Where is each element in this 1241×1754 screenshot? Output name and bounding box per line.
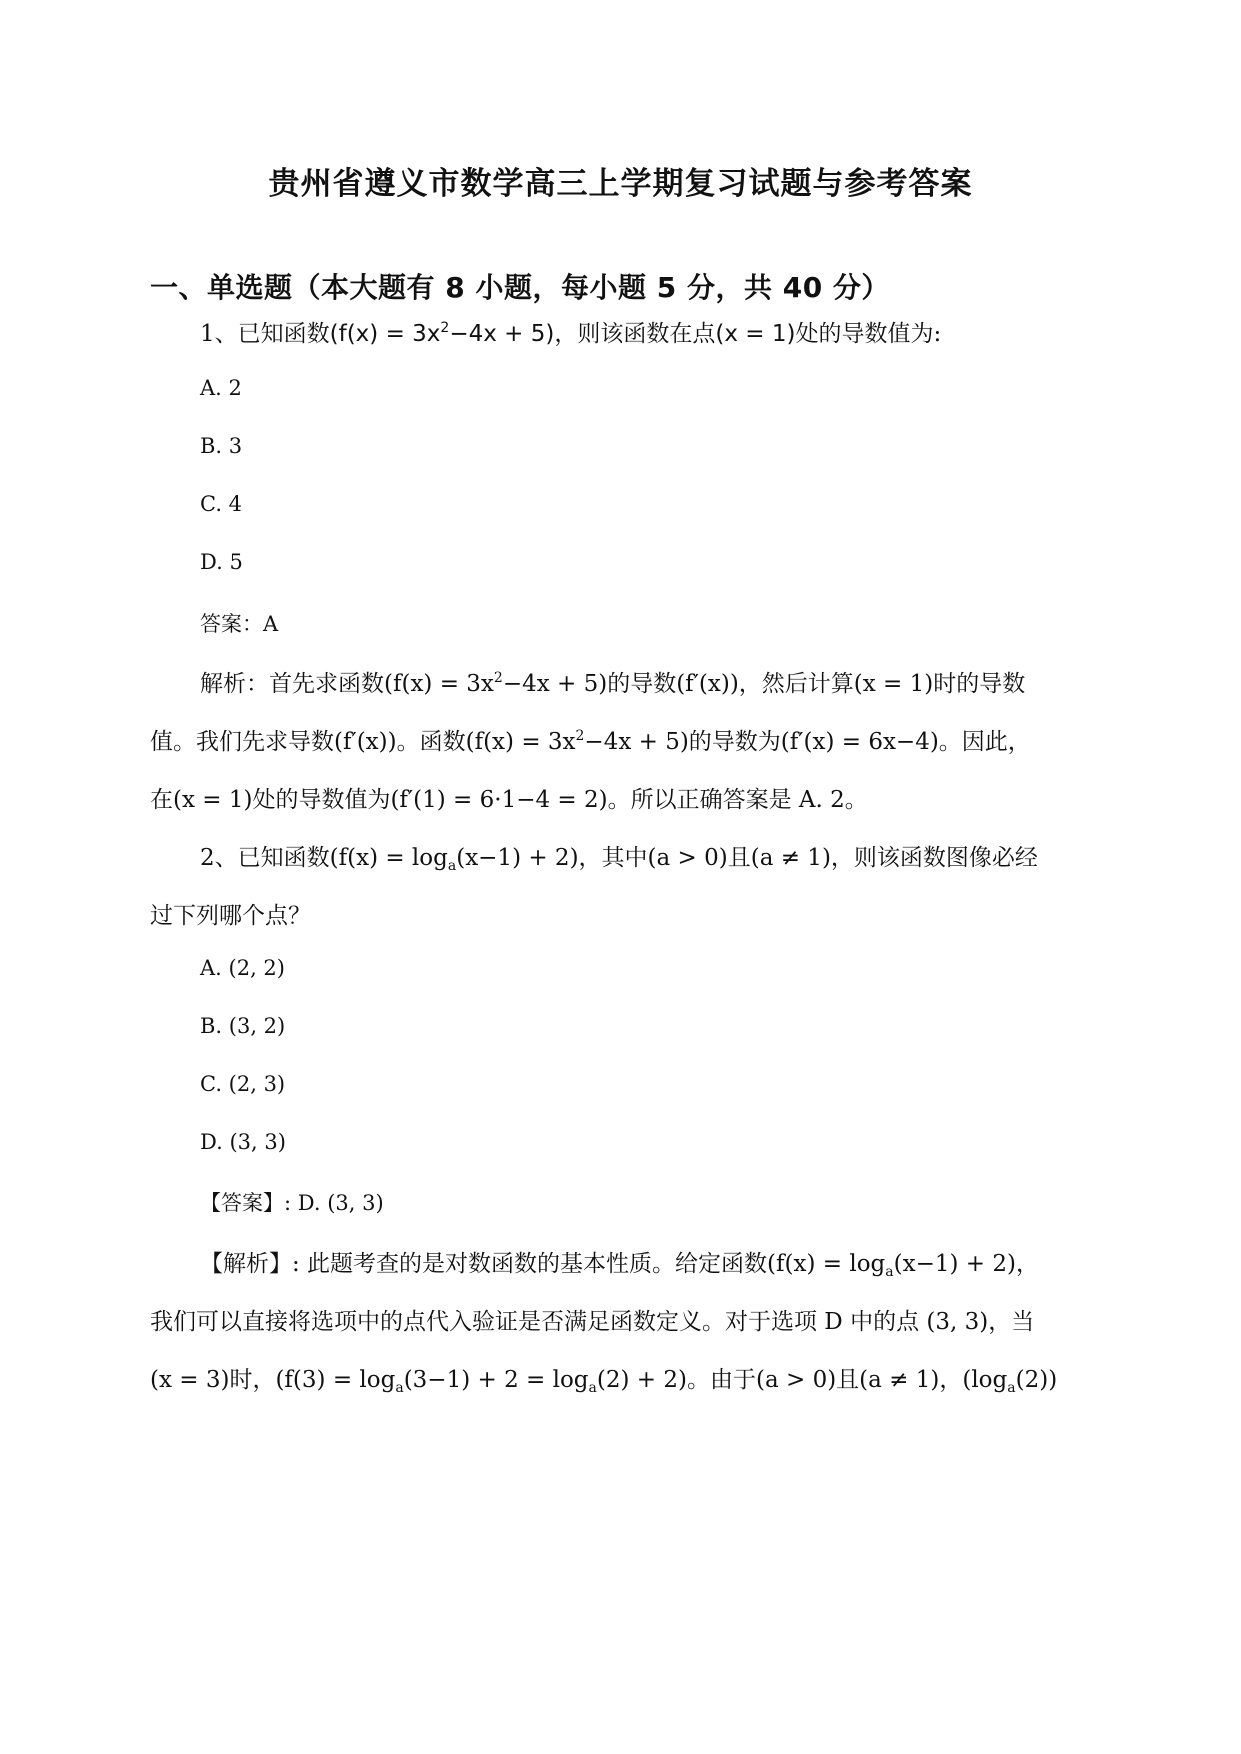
q1-stem-mid: ，则该函数在点 [554, 321, 716, 347]
q2-exp1-log-base: a [885, 1264, 894, 1280]
q2-exp3-part-c: (2) + 2)。由于(a > 0)且(a ≠ 1)，(log [596, 1367, 1008, 1393]
q2-exp3-log-base-3: a [1007, 1380, 1016, 1396]
q2-exp3-log-base-2: a [588, 1380, 597, 1396]
q1-exp2-part-b: −4x + 5)的导数为(f′(x) = 6x−4)。因此， [584, 729, 1031, 755]
q1-function [330, 321, 555, 347]
q2-option-c: C. (2, 3) [200, 1072, 286, 1096]
q2-exp3-part-d: (2)) [1015, 1367, 1058, 1393]
q1-exp2-part-a: 值。我们先求导数(f′(x))。函数(f(x) = 3x [150, 729, 576, 755]
q2-answer: 【答案】: D. (3, 3) [200, 1191, 384, 1215]
q1-function-tail: −4x + 5) [449, 321, 555, 347]
q1-exp1-part-a: 解析：首先求函数(f(x) = 3x [200, 671, 494, 697]
q1-option-c: C. 4 [200, 492, 243, 516]
q1-stem-lead: 1、已知函数 [200, 321, 330, 347]
q2-stem-part-a: 2、已知函数(f(x) = log [200, 845, 448, 871]
q1-stem-end: 处的导数值为: [795, 321, 942, 347]
q2-option-a: A. (2, 2) [200, 956, 285, 980]
q2-exp3-part-b: (3−1) + 2 = log [403, 1367, 589, 1393]
document-title: 贵州省遵义市数学高三上学期复习试题与参考答案 [268, 166, 973, 202]
q1-point: (x = 1) [715, 321, 796, 347]
q1-exponent: 2 [440, 320, 450, 336]
q1-answer: 答案：A [200, 612, 279, 636]
q1-option-d: D. 5 [200, 550, 243, 574]
q2-option-b: B. (3, 2) [200, 1014, 286, 1038]
q2-explanation-line-2: 我们可以直接将选项中的点代入验证是否满足函数定义。对于选项 D 中的点 (3, 3)，当 [150, 1309, 1035, 1335]
q1-explanation-line-3: 在(x = 1)处的导数值为(f′(1) = 6·1−4 = 2)。所以正确答案是 A. 2。 [150, 787, 868, 813]
q2-exp3-part-a: (x = 3)时，(f(3) = log [150, 1367, 396, 1393]
q2-exp1-part-b: (x−1) + 2)， [893, 1251, 1039, 1277]
q2-explanation-line-1 [200, 1245, 1039, 1280]
q2-explanation-line-3 [150, 1361, 1057, 1396]
q1-option-b: B. 3 [200, 434, 243, 458]
question-2-stem-line-1 [200, 839, 1038, 874]
section-heading: 一、单选题（本大题有 8 小题，每小题 5 分，共 40 分） [150, 271, 890, 304]
q1-exp1-part-b: −4x + 5)的导数(f′(x))，然后计算(x = 1)时的导数 [502, 671, 1026, 697]
q2-option-d: D. (3, 3) [200, 1130, 286, 1154]
q2-exp3-log-base-1: a [395, 1380, 404, 1396]
q2-stem-log-base: a [447, 858, 457, 874]
question-1-stem [200, 315, 941, 348]
q1-option-a: A. 2 [200, 376, 242, 400]
q2-exp1-part-a: 【解析】: 此题考查的是对数函数的基本性质。给定函数(f(x) = log [200, 1251, 886, 1277]
q1-explanation-line-1 [200, 665, 1025, 698]
q1-exp2-exponent: 2 [575, 728, 585, 744]
q2-stem-part-b: (x−1) + 2)，其中(a > 0)且(a ≠ 1)，则该函数图像必经 [456, 845, 1038, 871]
q1-function-main: (f(x) = 3x [329, 321, 441, 347]
q1-explanation-line-2 [150, 723, 1031, 756]
question-2-stem-line-2: 过下列哪个点？ [150, 903, 311, 929]
q1-exp1-exponent: 2 [493, 670, 503, 686]
